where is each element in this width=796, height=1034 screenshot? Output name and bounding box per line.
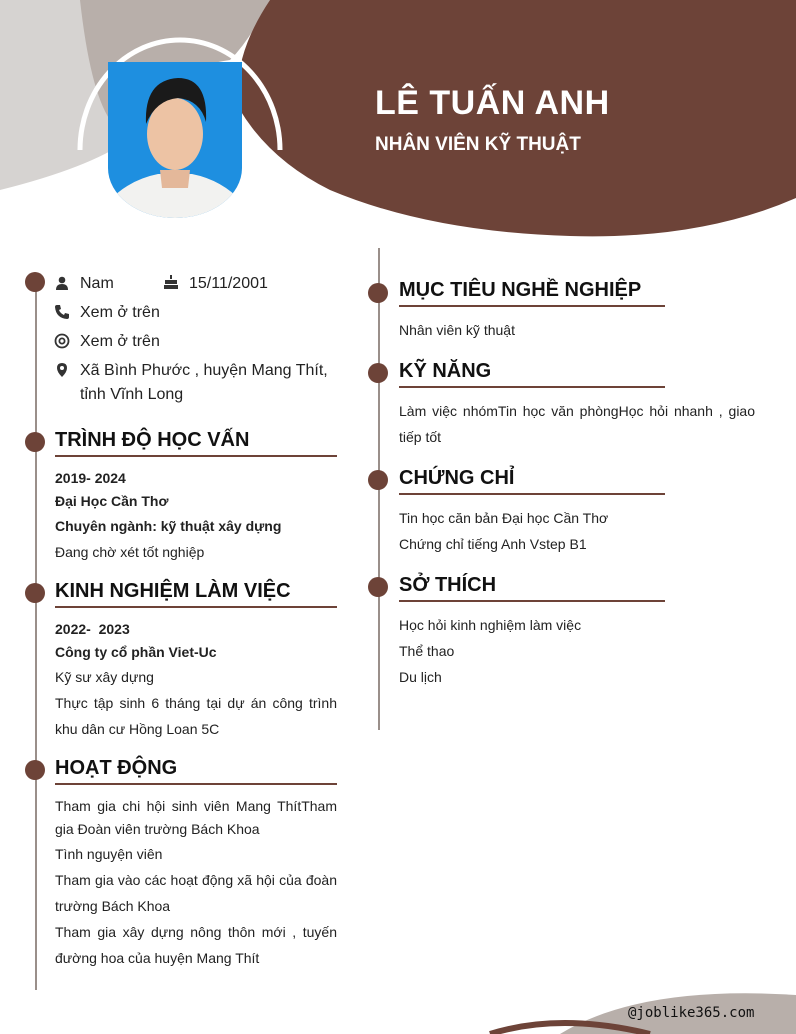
- activity-item: Tình nguyện viên: [55, 846, 163, 862]
- education-period: 2019- 2024: [55, 470, 126, 486]
- skills-text: Làm việc nhómTin học văn phòngHọc hỏi nhanh , giao tiếp tốt: [399, 403, 755, 445]
- activity-item: Tham gia xây dựng nông thôn mới , tuyến đường hoa của huyện Mang Thít: [55, 924, 337, 966]
- candidate-name: LÊ TUẤN ANH: [375, 84, 610, 122]
- experience-dot: [25, 583, 45, 603]
- gender-value: Nam: [80, 275, 114, 292]
- skills-title: KỸ NĂNG: [399, 360, 665, 388]
- objective-text: Nhân viên kỹ thuật: [399, 322, 515, 338]
- activities-title: HOẠT ĐỘNG: [55, 757, 337, 785]
- objective-title: MỤC TIÊU NGHỀ NGHIỆP: [399, 279, 665, 307]
- birthday-cake-icon: [163, 274, 179, 290]
- contact-dot: [25, 272, 45, 292]
- education-status: Đang chờ xét tốt nghiệp: [55, 544, 205, 560]
- address-line2: tỉnh Vĩnh Long: [80, 386, 184, 403]
- location-pin-icon: [54, 362, 70, 378]
- hobbies-title: SỞ THÍCH: [399, 574, 665, 602]
- footer-brand: @joblike365.com: [628, 1005, 755, 1021]
- address-line1: Xã Bình Phước , huyện Mang Thít,: [80, 362, 328, 379]
- hobby-item: Du lịch: [399, 669, 442, 685]
- experience-company: Công ty cổ phần Viet-Uc: [55, 644, 217, 660]
- experience-role: Kỹ sư xây dựng: [55, 669, 154, 685]
- user-icon: [54, 275, 70, 291]
- hobby-item: Thể thao: [399, 643, 455, 659]
- certificates-title: CHỨNG CHỈ: [399, 467, 665, 495]
- education-title: TRÌNH ĐỘ HỌC VẤN: [55, 429, 337, 457]
- experience-title: KINH NGHIỆM LÀM VIỆC: [55, 580, 337, 608]
- phone-icon: [54, 304, 70, 320]
- skills-dot: [368, 363, 388, 383]
- profile-photo: [108, 62, 242, 218]
- activity-item: Tham gia vào các hoạt động xã hội của đoàn trường Bách Khoa: [55, 872, 337, 914]
- experience-description: Thực tập sinh 6 tháng tại dự án công trình khu dân cư Hồng Loan 5C: [55, 695, 337, 737]
- activity-item: Tham gia chi hội sinh viên Mang ThítTham gia Đoàn viên trường Bách Khoa: [55, 798, 337, 837]
- certificate-item: Chứng chỉ tiếng Anh Vstep B1: [399, 536, 587, 552]
- birthday-value: 15/11/2001: [189, 275, 268, 292]
- education-major: Chuyên ngành: kỹ thuật xây dựng: [55, 518, 282, 534]
- email-at-icon: [54, 333, 70, 349]
- certificate-item: Tin học căn bản Đại học Cần Thơ: [399, 510, 609, 526]
- objective-dot: [368, 283, 388, 303]
- education-school: Đại Học Cần Thơ: [55, 493, 169, 509]
- certificates-dot: [368, 470, 388, 490]
- hobbies-dot: [368, 577, 388, 597]
- experience-period: 2022- 2023: [55, 621, 130, 637]
- phone-value: Xem ở trên: [80, 304, 160, 321]
- email-value: Xem ở trên: [80, 333, 160, 350]
- hobby-item: Học hỏi kinh nghiệm làm việc: [399, 617, 582, 633]
- activities-dot: [25, 760, 45, 780]
- candidate-title: NHÂN VIÊN KỸ THUẬT: [375, 134, 581, 155]
- left-timeline: [35, 282, 37, 990]
- education-dot: [25, 432, 45, 452]
